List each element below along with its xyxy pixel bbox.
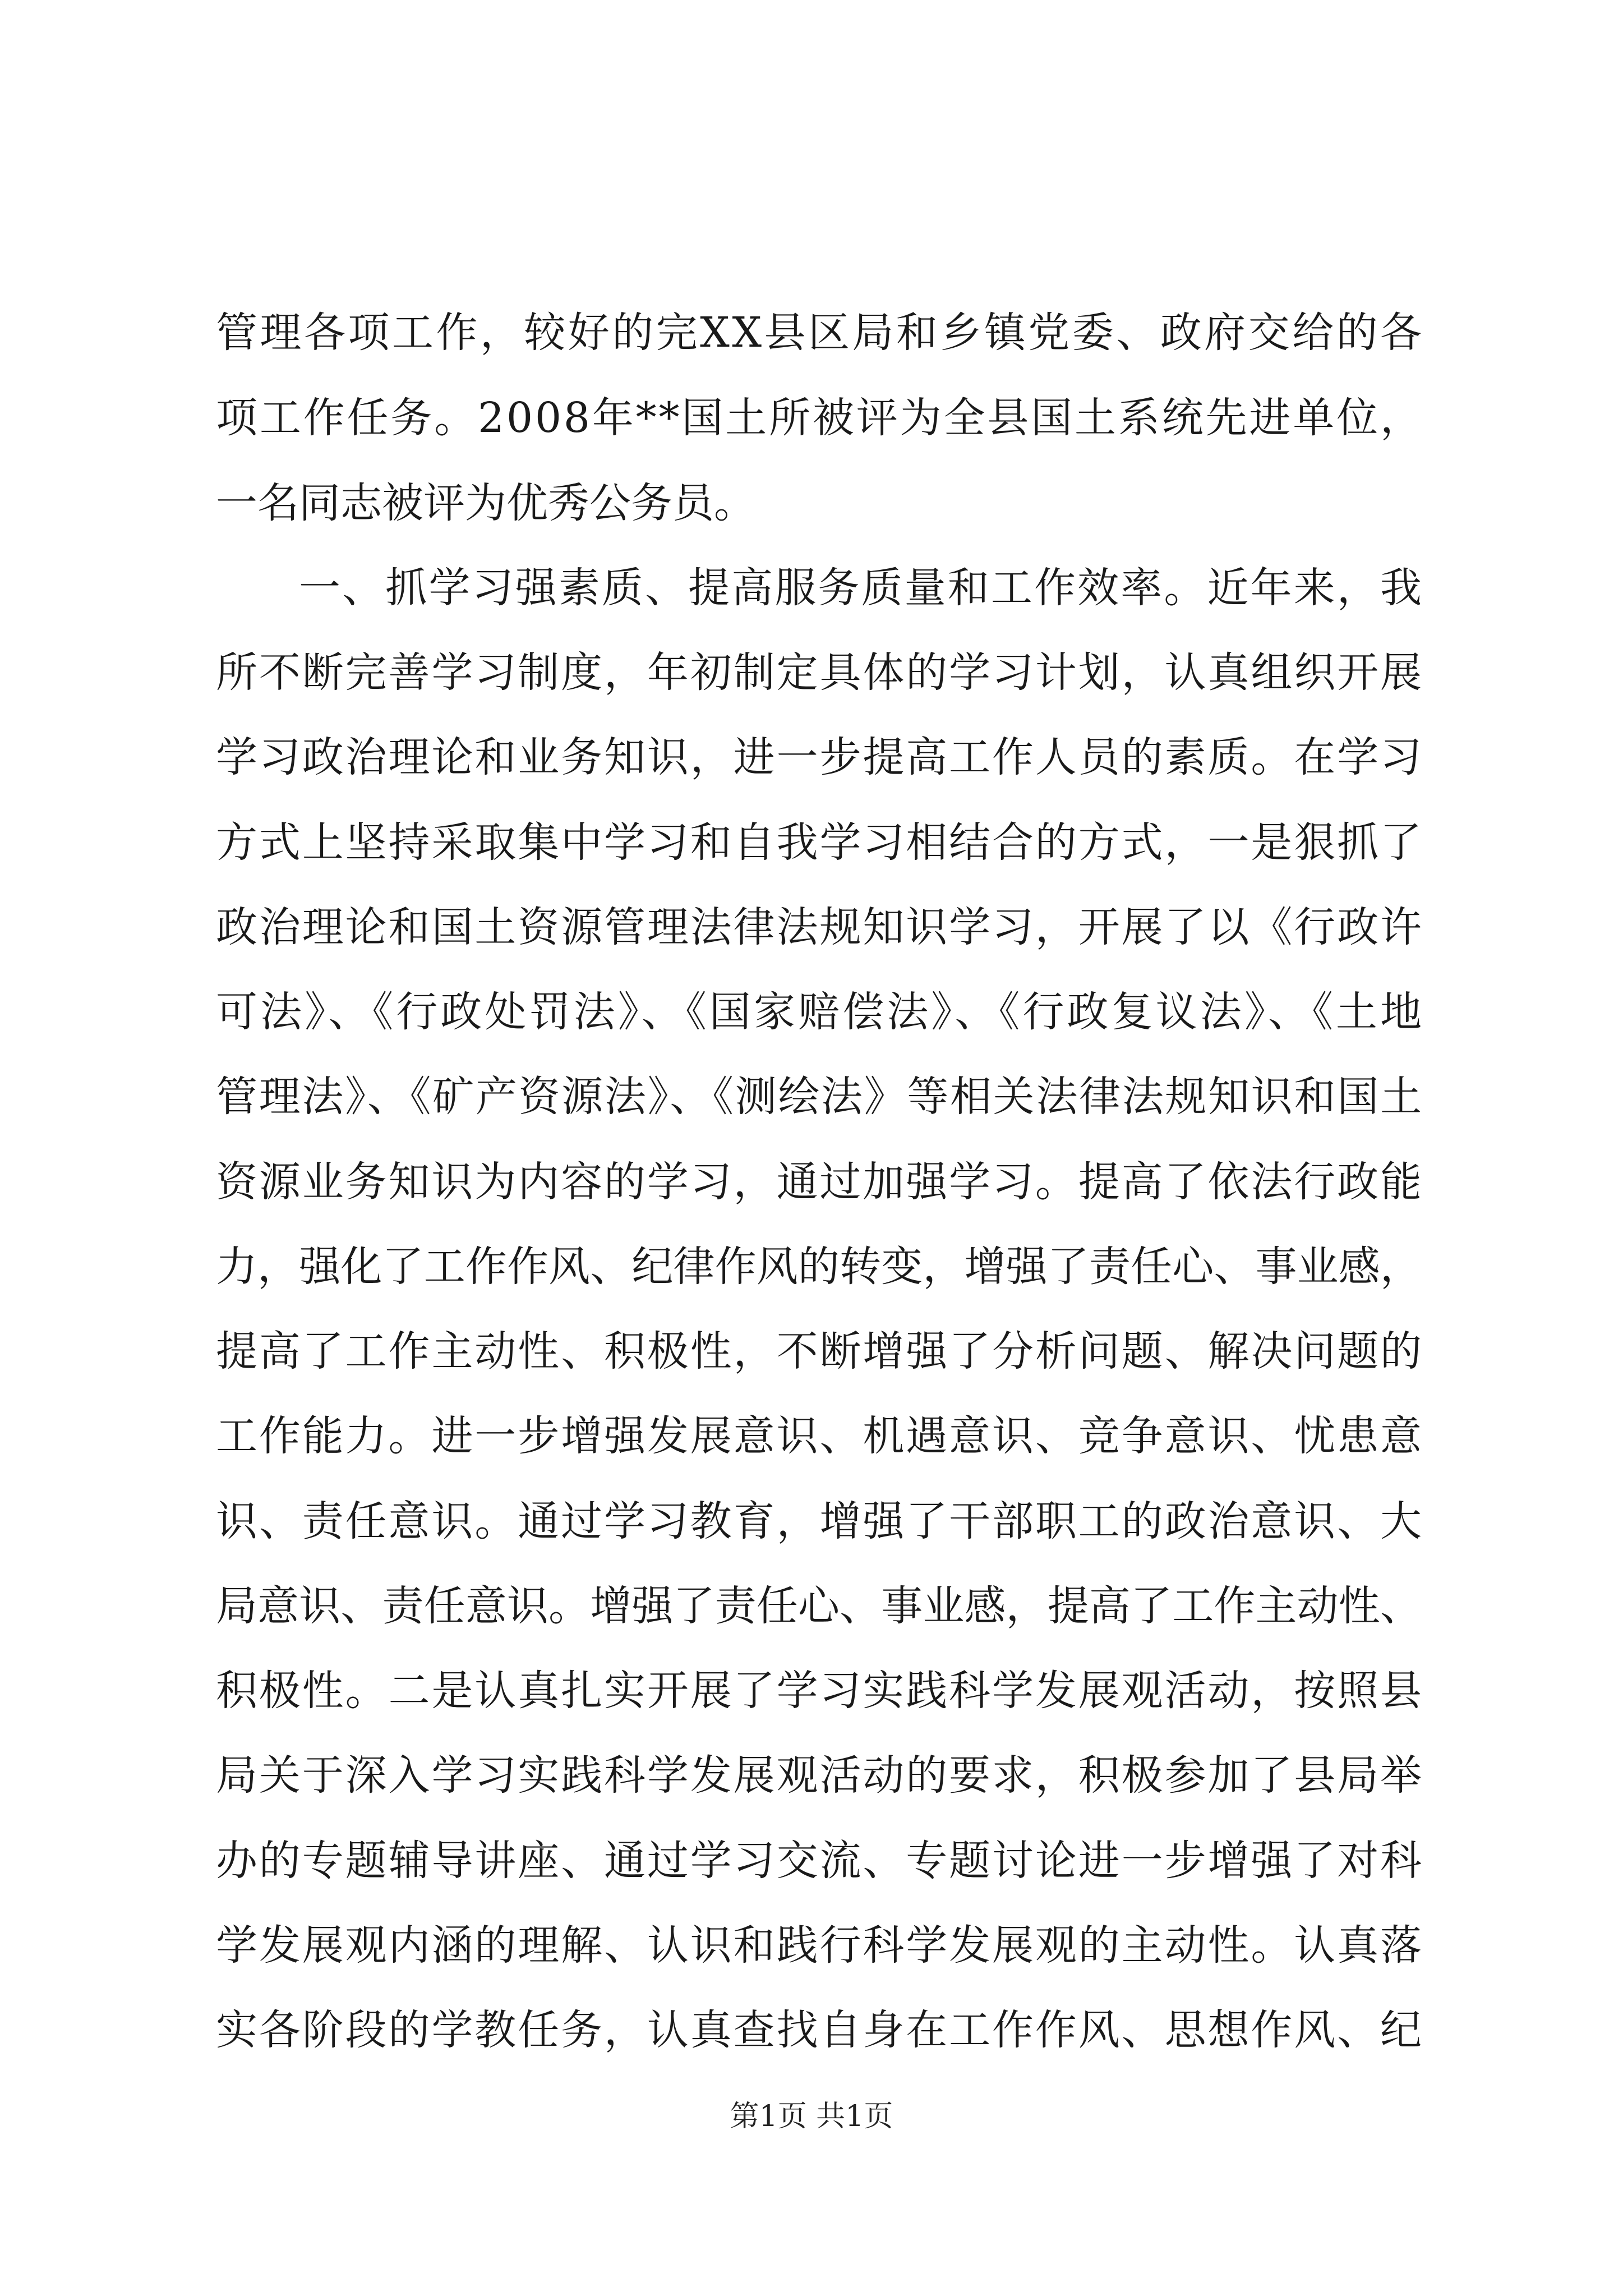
paragraph-2-line-12: 识、责任意识。通过学习教育，增强了干部职工的政治意识、大 [216,1497,1423,1545]
paragraph-2-line-17: 学发展观内涵的理解、认识和践行科学发展观的主动性。认真落 [216,1921,1423,1970]
paragraph-2-line-11: 工作能力。进一步增强发展意识、机遇意识、竞争意识、忧患意 [216,1412,1423,1460]
paragraph-2-line-10: 提高了工作主动性、积极性，不断增强了分析问题、解决问题的 [216,1327,1423,1375]
paragraph-2-line-14: 积极性。二是认真扎实开展了学习实践科学发展观活动，按照县 [216,1667,1423,1715]
page-number-footer: 第1页 共1页 [730,2100,893,2133]
paragraph-2-line-3: 学习政治理论和业务知识，进一步提高工作人员的素质。在学习 [216,733,1423,781]
paragraph-2-line-8: 资源业务知识为内容的学习，通过加强学习。提高了依法行政能 [216,1158,1423,1206]
paragraph-2-line-4: 方式上坚持采取集中学习和自我学习相结合的方式，一是狠抓了 [216,818,1423,867]
paragraph-2-line-2: 所不断完善学习制度，年初制定具体的学习计划，认真组织开展 [216,648,1423,697]
paragraph-2-line-6: 可法》、《行政处罚法》、《国家赔偿法》、《行政复议法》、《土地 [216,988,1425,1036]
paragraph-2-line-7: 管理法》、《矿产资源法》、《测绘法》等相关法律法规知识和国土 [216,1073,1423,1121]
paragraph-1-line-3: 一名同志被评为优秀公务员。 [216,479,755,527]
paragraph-2-line-13: 局意识、责任意识。增强了责任心、事业感，提高了工作主动性、 [216,1582,1422,1630]
paragraph-2-line-1: 一、抓学习强素质、提高服务质量和工作效率。近年来，我 [299,564,1424,612]
paragraph-2-line-16: 办的专题辅导讲座、通过学习交流、专题讨论进一步增强了对科 [216,1837,1423,1885]
paragraph-2-line-5: 政治理论和国土资源管理法律法规知识学习，开展了以《行政许 [216,903,1423,951]
paragraph-2-line-9: 力，强化了工作作风、纪律作风的转变，增强了责任心、事业感， [216,1243,1422,1291]
paragraph-2-line-15: 局关于深入学习实践科学发展观活动的要求，积极参加了县局举 [216,1751,1423,1800]
paragraph-1-line-2: 项工作任务。2008年**国土所被评为全县国土系统先进单位， [216,394,1424,442]
paragraph-2-line-18: 实各阶段的学教任务，认真查找自身在工作作风、思想作风、纪 [216,2006,1423,2054]
paragraph-1-line-1: 管理各项工作，较好的完XX县区局和乡镇党委、政府交给的各 [216,309,1424,357]
